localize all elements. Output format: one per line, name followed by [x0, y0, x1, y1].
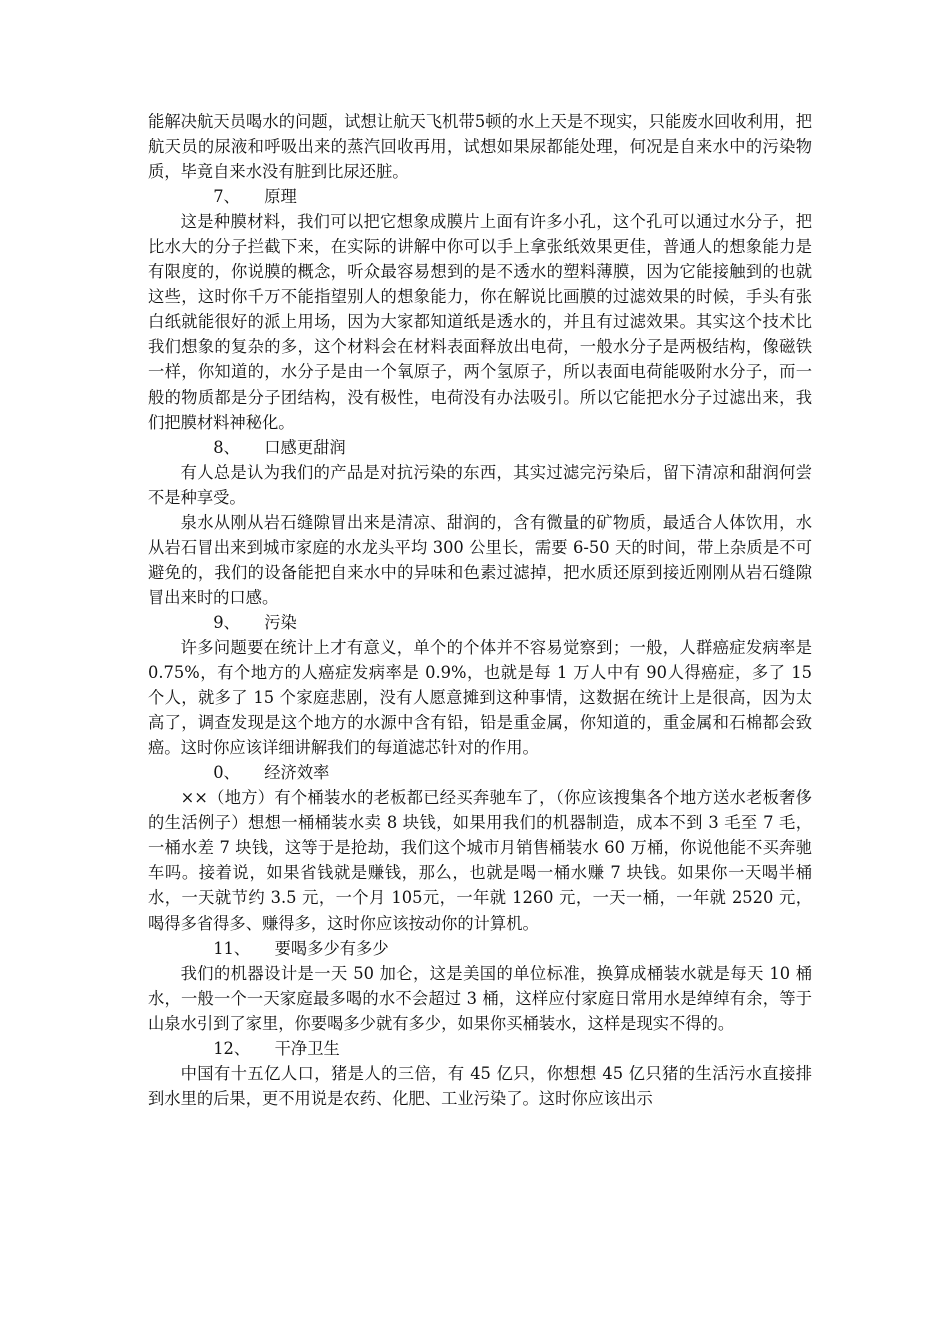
- section-title: 干净卫生: [274, 1038, 340, 1058]
- section-number: 0、: [213, 763, 240, 783]
- paragraph-intro: 能解决航天员喝水的问题，试想让航天飞机带5顿的水上天是不现实，只能废水回收利用，把航天员的尿液和呼吸出来的蒸汽回收再用，试想如果尿都能处理，何况是自来水中的污染物质，毕竟自来水没有脏到比尿还脏。: [148, 112, 812, 182]
- section-title: 原理: [264, 187, 297, 207]
- paragraph-pollution: 许多问题要在统计上才有意义，单个的个体并不容易觉察到；一般，人群癌症发病率是 0.75%，有个地方的人癌症发病率是 0.9%，也就是每 1 万人中有 90人得癌症，多了 15 个人，就多了 15 个家庭悲剧，没有人愿意摊到这种事情，这数据在统计上是很高，因为太高了，调查发现是这个地方的水源中含有铅，铅是重金属，你知道的，重金属和石棉都会致癌。这时你应该详细讲解我们的每道滤芯针对的作用。: [148, 637, 812, 758]
- paragraph-principle: 这是种膜材料，我们可以把它想象成膜片上面有许多小孔，这个孔可以通过水分子，把比水大的分子拦截下来，在实际的讲解中你可以手上拿张纸效果更佳，普通人的想象能力是有限度的，你说膜的概念，听众最容易想到的是不透水的塑料薄膜，因为它能接触到的也就这些，这时你千万不能指望别人的想象能力，你在解说比画膜的过滤效果的时候，手头有张白纸就能很好的派上用场，因为大家都知道纸是透水的，并且有过滤效果。其实这个技术比我们想象的复杂的多，这个材料会在材料表面释放出电荷，一般水分子是两极结构，像磁铁一样，你知道的，水分子是由一个氧原子，两个氢原子，所以表面电荷能吸附水分子，而一般的物质都是分子团结构，没有极性，电荷没有办法吸引。所以它能把水分子过滤出来，我们把膜材料神秘化。: [148, 212, 812, 432]
- section-number: 9、: [213, 612, 240, 632]
- paragraph-economics: ××（地方）有个桶装水的老板都已经买奔驰车了，（你应该搜集各个地方送水老板奢侈的生活例子）想想一桶桶装水卖 8 块钱，如果用我们的机器制造，成本不到 3 毛至 7 毛，一桶水差 7 块钱，这等于是抢劫，我们这个城市月销售桶装水 60 万桶，你说他能不买奔驰车吗。接着说，如果省钱就是赚钱，那么，也就是喝一桶水赚 7 块钱。如果你一天喝半桶水，一天就节约 3.5 元，一个月 105元，一年就 1260 元，一天一桶，一年就 2520 元，喝得多省得多、赚得多，这时你应该按动你的计算机。: [148, 788, 812, 933]
- paragraph-hygiene: 中国有十五亿人口，猪是人的三倍，有 45 亿只，你想想 45 亿只猪的生活污水直接排到水里的后果，更不用说是农药、化肥、工业污染了。这时你应该出示: [148, 1063, 812, 1108]
- section-number: 12、: [213, 1038, 251, 1058]
- section-title: 要喝多少有多少: [274, 938, 389, 958]
- section-title: 污染: [264, 612, 297, 632]
- section-heading-8: [148, 435, 812, 460]
- section-title: 口感更甜润: [264, 437, 346, 457]
- section-heading-9: [148, 610, 812, 635]
- section-number: 11、: [213, 938, 251, 958]
- section-heading-11: [148, 936, 812, 961]
- paragraph-taste-2: 泉水从刚从岩石缝隙冒出来是清凉、甜润的，含有微量的矿物质，最适合人体饮用，水从岩石冒出来到城市家庭的水龙头平均 300 公里长，需要 6-50 天的时间，带上杂质是不可避免的，我们的设备能把自来水中的异味和色素过滤掉，把水质还原到接近刚刚从岩石缝隙冒出来时的口感。: [148, 512, 812, 607]
- section-heading-10: [148, 760, 812, 785]
- document-page: [148, 109, 812, 1111]
- section-heading-7: [148, 184, 812, 209]
- paragraph-capacity: 我们的机器设计是一天 50 加仑，这是美国的单位标准，换算成桶装水就是每天 10 桶水，一般一个一天家庭最多喝的水不会超过 3 桶，这样应付家庭日常用水是绰绰有余，等于山泉水引到了家里，你要喝多少就有多少，如果你买桶装水，这样是现实不得的。: [148, 963, 812, 1033]
- paragraph-taste-1: 有人总是认为我们的产品是对抗污染的东西，其实过滤完污染后，留下清凉和甜润何尝不是种享受。: [148, 462, 812, 507]
- section-number: 8、: [213, 437, 240, 457]
- section-heading-12: [148, 1036, 812, 1061]
- section-number: 7、: [213, 187, 240, 207]
- section-title: 经济效率: [264, 763, 330, 783]
